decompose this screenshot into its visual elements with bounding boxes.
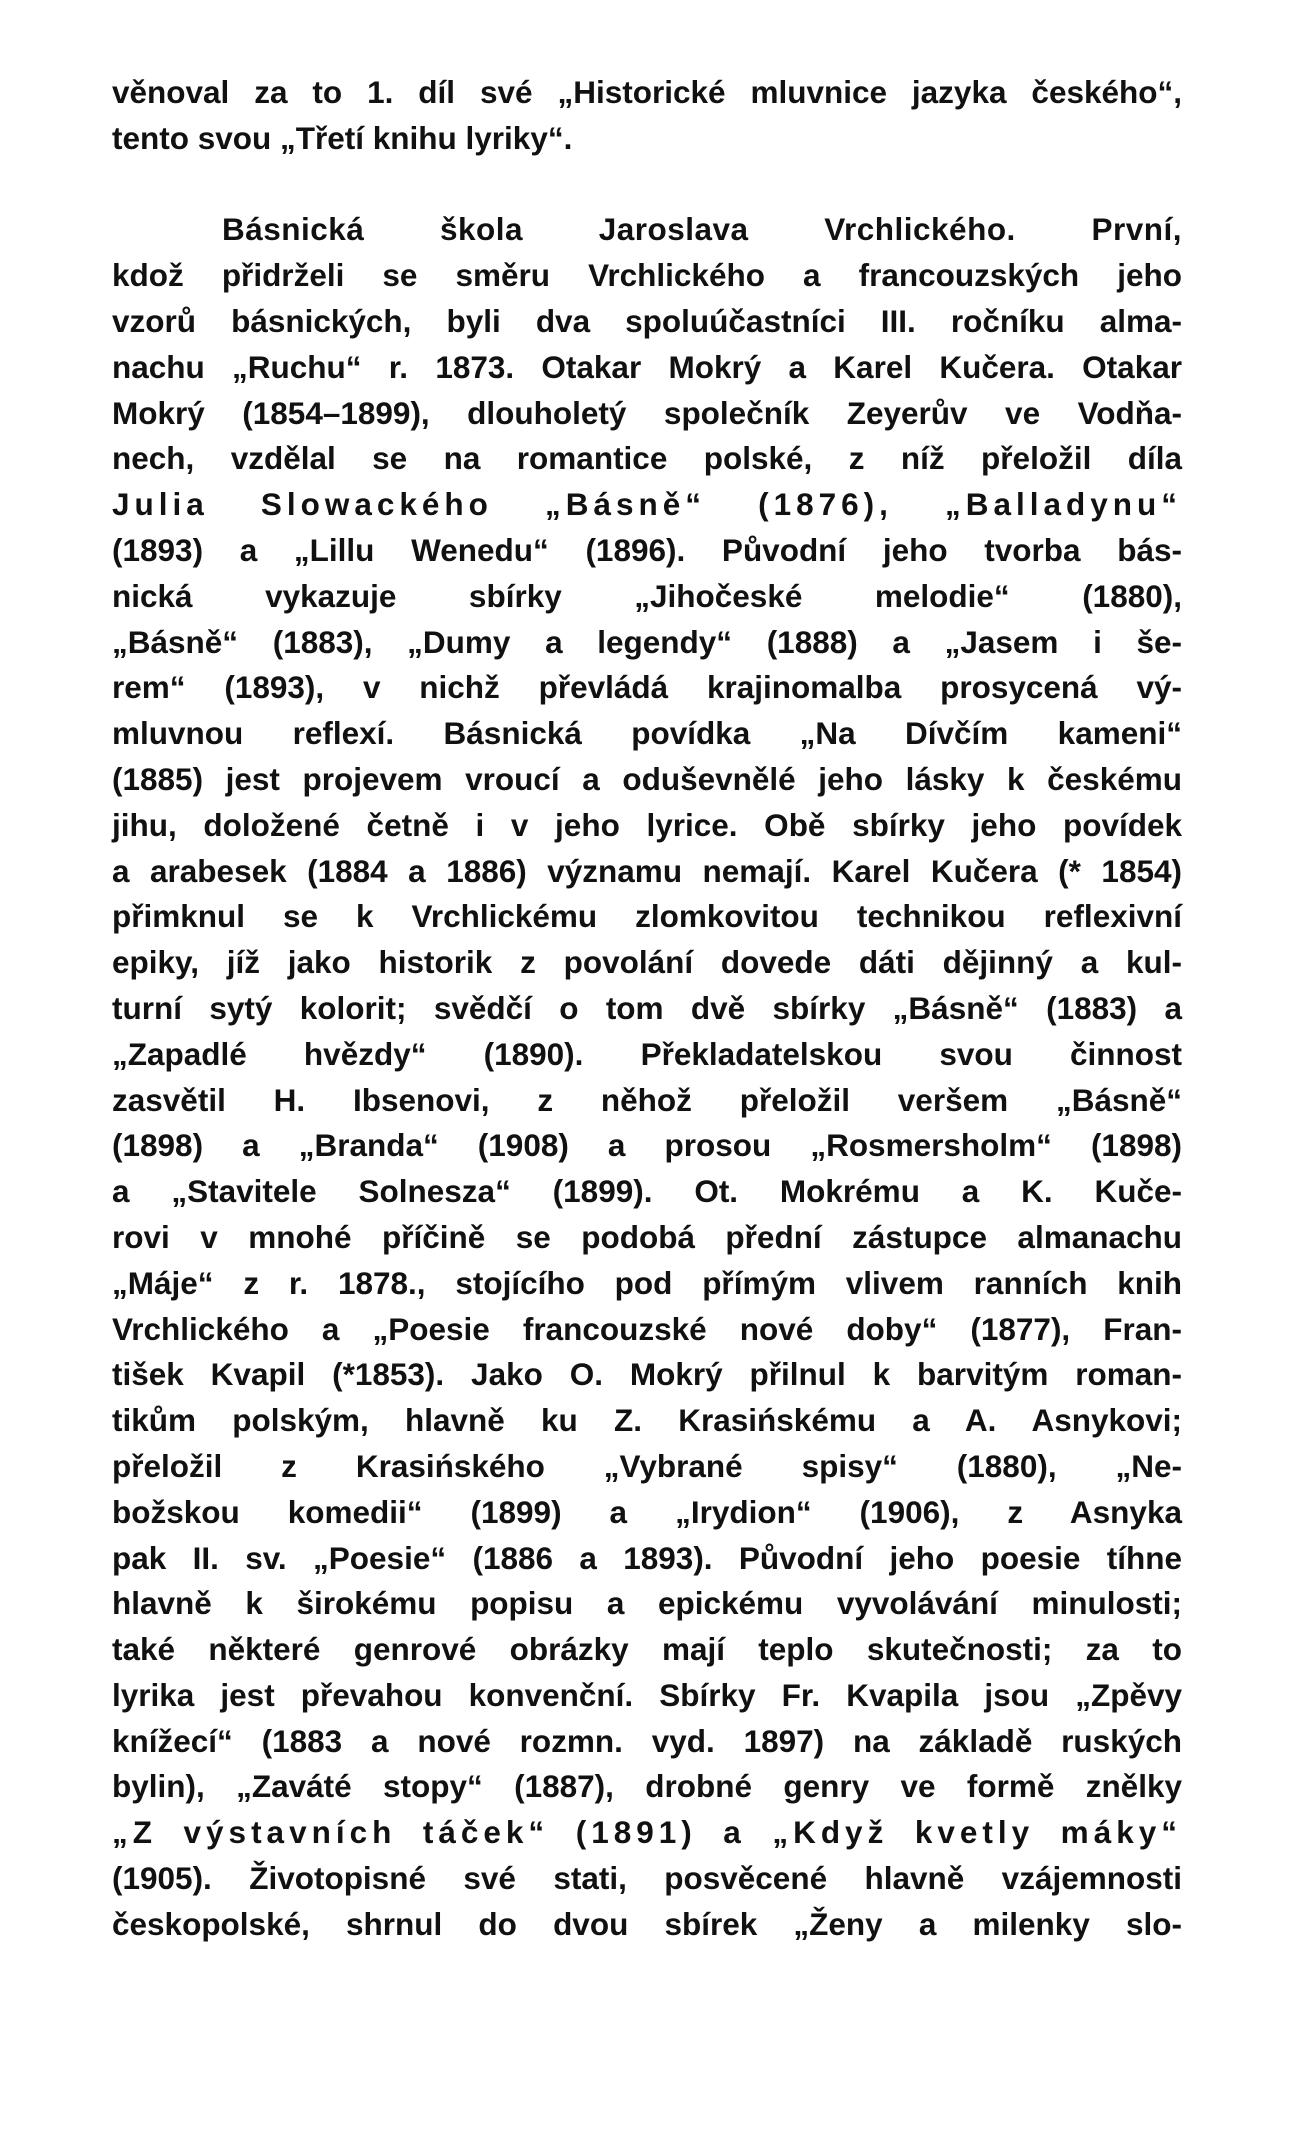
text-line: tikům polským, hlavně ku Z. Krasińskému a A. Asnykovi; bbox=[112, 1402, 1182, 1439]
text-line: (1893) a „Lillu Wenedu“ (1896). Původní jeho tvorba bás- bbox=[112, 531, 1182, 568]
text-line: nachu „Ruchu“ r. 1873. Otakar Mokrý a Karel Kučera. Otakar bbox=[112, 348, 1182, 385]
text-line: rem“ (1893), v nichž převládá krajinomalba prosycená vý- bbox=[112, 669, 1182, 706]
text-line: lyrika jest převahou konvenční. Sbírky Fr. Kvapila jsou „Zpěvy bbox=[112, 1676, 1182, 1713]
text-line: rovi v mnohé příčině se podobá přední zástupce almanachu bbox=[112, 1218, 1182, 1255]
text-line: „Zapadlé hvězdy“ (1890). Překladatelskou svou činnost bbox=[112, 1035, 1182, 1072]
text-line: kdož přidrželi se směru Vrchlického a francouzských jeho bbox=[112, 257, 1182, 294]
text-line: Mokrý (1854–1899), dlouholetý společník Zeyerův ve Vodňa- bbox=[112, 394, 1182, 431]
text-line: božskou komedii“ (1899) a „Irydion“ (1906), z Asnyka bbox=[112, 1493, 1182, 1530]
text-line: epiky, jíž jako historik z povolání dovede dáti dějinný a kul- bbox=[112, 944, 1182, 981]
document-page bbox=[112, 70, 1182, 1948]
text-line: (1885) jest projevem vroucí a oduševnělé jeho lásky k českému bbox=[112, 760, 1182, 797]
text-line: a arabesek (1884 a 1886) významu nemají. Karel Kučera (* 1854) bbox=[112, 852, 1182, 889]
text-line: přeložil z Krasińského „Vybrané spisy“ (1880), „Ne- bbox=[112, 1447, 1182, 1484]
text-line: „Máje“ z r. 1878., stojícího pod přímým vlivem ranních knih bbox=[112, 1264, 1182, 1301]
text-line: knížecí“ (1883 a nové rozmn. vyd. 1897) na základě ruských bbox=[112, 1722, 1182, 1759]
text-line: tišek Kvapil (*1853). Jako O. Mokrý přilnul k barvitým roman- bbox=[112, 1356, 1182, 1393]
text-line: věnoval za to 1. díl své „Historické mluvnice jazyka českého“, bbox=[112, 74, 1182, 110]
text-line: nech, vzdělal se na romantice polské, z níž přeložil díla bbox=[112, 440, 1182, 477]
text-line: mluvnou reflexí. Básnická povídka „Na Dívčím kameni“ bbox=[112, 715, 1182, 752]
section-heading: Básnická škola Jaroslava Vrchlického. První, bbox=[222, 211, 1182, 248]
text-line: zasvětil H. Ibsenovi, z něhož přeložil veršem „Básně“ bbox=[112, 1081, 1182, 1118]
text-line: Vrchlického a „Poesie francouzské nové doby“ (1877), Fran- bbox=[112, 1310, 1182, 1347]
text-line: a „Stavitele Solnesza“ (1899). Ot. Mokrému a K. Kuče- bbox=[112, 1173, 1182, 1210]
blank-line bbox=[112, 162, 1182, 208]
text-line: také některé genrové obrázky mají teplo skutečnosti; za to bbox=[112, 1631, 1182, 1668]
text-line: (1905). Životopisné své stati, posvěcené hlavně vzájemnosti bbox=[112, 1860, 1182, 1897]
text-line: nická vykazuje sbírky „Jihočeské melodie“ (1880), bbox=[112, 577, 1182, 614]
text-line: (1898) a „Branda“ (1908) a prosou „Rosmersholm“ (1898) bbox=[112, 1127, 1182, 1164]
text-line: Julia Slowackého „Básně“ (1876), „Balladynu“ bbox=[112, 486, 1182, 523]
text-line: tento svou „Třetí knihu lyriky“. bbox=[112, 119, 573, 156]
text-line: hlavně k širokému popisu a epickému vyvolávání minulosti; bbox=[112, 1585, 1182, 1622]
text-line: vzorů básnických, byli dva spoluúčastníci III. ročníku alma- bbox=[112, 302, 1182, 339]
text-line: „Z výstavních táček“ (1891) a „Když kvetly máky“ bbox=[112, 1814, 1182, 1851]
text-line: „Básně“ (1883), „Dumy a legendy“ (1888) a „Jasem i še- bbox=[112, 623, 1182, 660]
text-line: pak II. sv. „Poesie“ (1886 a 1893). Původní jeho poesie tíhne bbox=[112, 1539, 1182, 1576]
text-line: českopolské, shrnul do dvou sbírek „Ženy a milenky slo- bbox=[112, 1905, 1182, 1942]
text-line: jihu, doložené četně i v jeho lyrice. Obě sbírky jeho povídek bbox=[112, 806, 1182, 843]
text-line: turní sytý kolorit; svědčí o tom dvě sbírky „Básně“ (1883) a bbox=[112, 989, 1182, 1026]
text-line: bylin), „Zaváté stopy“ (1887), drobné genry ve formě znělky bbox=[112, 1768, 1182, 1805]
text-line: přimknul se k Vrchlickému zlomkovitou technikou reflexivní bbox=[112, 898, 1182, 935]
